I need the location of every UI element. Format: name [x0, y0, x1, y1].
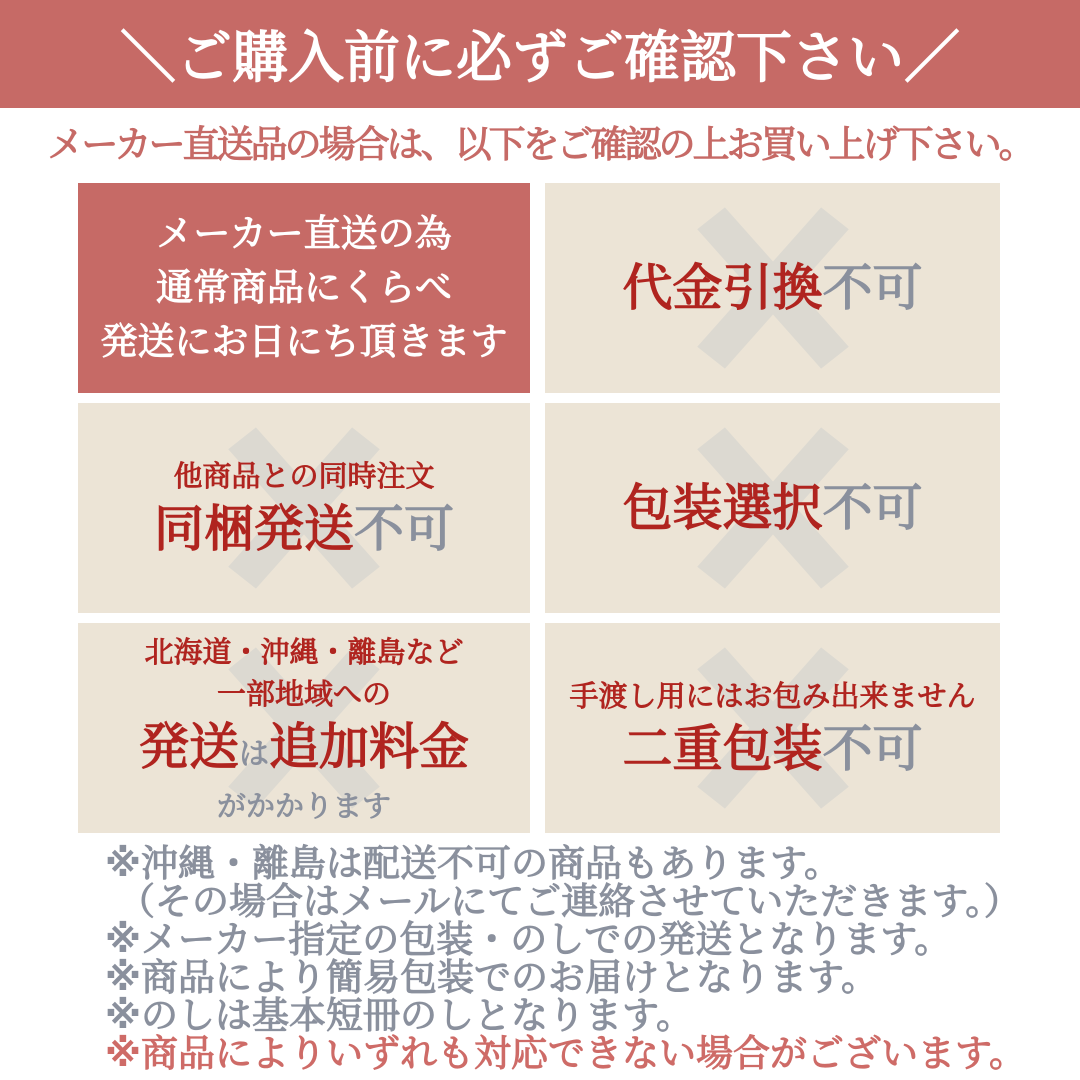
direct-shipping-line3: 発送にお日にち頂きます [100, 320, 508, 363]
shipping-label: 発送 [139, 718, 239, 776]
note-noshi-type: ※のしは基本短冊のしとなります。 [105, 994, 694, 1037]
bundle-main-line [154, 497, 454, 561]
page-title: ＼ご購入前に必ずご確認下さい／ [120, 26, 960, 91]
note-email-contact: （その場合はメールにてご連絡させていただきます。） [118, 880, 1021, 923]
double-wrapping-label: 二重包装 [622, 720, 823, 778]
double-wrapping-not-allowed-label: 不可 [822, 720, 923, 778]
note-okinawa-remote: ※沖縄・離島は配送不可の商品もあります。 [105, 842, 842, 885]
bundle-sub-label: 他商品との同時注文 [173, 459, 435, 493]
card-bundle-shipping [78, 403, 530, 613]
remote-area-sub1: 北海道・沖縄・離島など [144, 635, 464, 669]
bundle-not-allowed-label: 不可 [354, 500, 454, 558]
note-simple-wrapping: ※商品により簡易包装でのお届けとなります。 [105, 956, 879, 999]
remote-area-main-line [139, 715, 469, 787]
card-cash-on-delivery [545, 183, 1000, 393]
card-wrap-selection [545, 403, 1000, 613]
footer-notes [105, 842, 1080, 1075]
remote-area-sub2: 一部地域への [216, 677, 391, 711]
wrap-selection-not-allowed-label: 不可 [822, 479, 923, 537]
remote-area-fee-text [139, 631, 469, 825]
cod-label: 代金引換 [622, 259, 823, 317]
cash-on-delivery-text [623, 256, 923, 320]
particle-label: は [239, 737, 269, 772]
wrap-selection-text [623, 476, 923, 540]
direct-shipping-text [101, 207, 508, 369]
cod-not-allowed-label: 不可 [822, 259, 923, 317]
card-double-wrapping [545, 623, 1000, 833]
double-wrapping-text [569, 675, 975, 781]
bundle-label: 同梱発送 [154, 500, 354, 558]
card-remote-area-fee [78, 623, 530, 833]
notice-grid [78, 183, 1002, 833]
direct-shipping-line1: メーカー直送の為 [156, 212, 452, 255]
card-direct-shipping [78, 183, 530, 393]
remote-area-tail: がかかります [216, 789, 391, 823]
direct-shipping-line2: 通常商品にくらべ [156, 266, 452, 309]
wrap-selection-label: 包装選択 [622, 479, 823, 537]
double-wrapping-main-line [569, 717, 975, 781]
extra-fee-label: 追加料金 [269, 718, 469, 776]
double-wrapping-sub: 手渡し用にはお包み出来ません [569, 679, 976, 713]
note-maker-wrapping: ※メーカー指定の包装・のしでの発送となります。 [105, 918, 952, 961]
header-banner [0, 0, 1080, 108]
subtitle: メーカー直送品の場合は、以下をご確認の上お買い上げ下さい。 [47, 123, 1033, 166]
bundle-shipping-text [154, 455, 454, 561]
note-not-supported: ※商品によりいずれも対応できない場合がございます。 [105, 1032, 1027, 1075]
